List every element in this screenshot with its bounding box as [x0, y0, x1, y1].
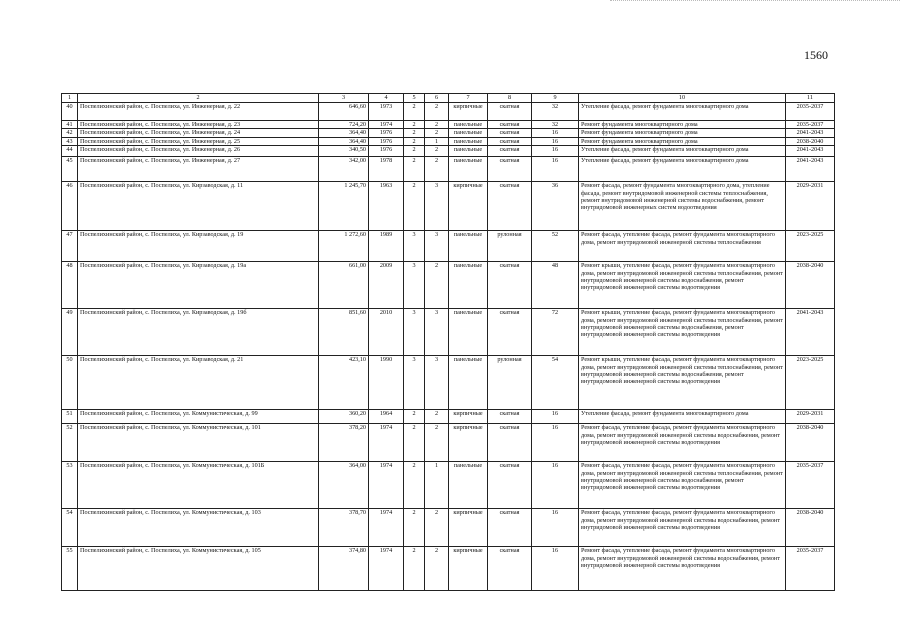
- row-number: 40: [62, 103, 78, 121]
- wall-material-cell: кирпичные: [449, 424, 488, 462]
- table-row: [62, 137, 835, 145]
- entrances-cell: 2: [425, 410, 449, 424]
- planned-works-cell: Ремонт фасада, утепление фасада, ремонт фундамента многоквартирного дома, ремонт внутридомовой инженерной системы водоснабжения, ремонт внутридомовой инженерной системы водоотведения: [579, 547, 786, 591]
- period-cell: 2029-2031: [786, 182, 835, 231]
- roof-type-cell: скатная: [488, 146, 532, 157]
- wall-material-cell: панельные: [449, 121, 488, 129]
- roof-type-cell: скатная: [488, 182, 532, 231]
- residents-cell: 72: [532, 309, 579, 356]
- column-number: 6: [425, 94, 449, 103]
- area-cell: 1 245,70: [319, 182, 369, 231]
- year-cell: 1976: [369, 137, 404, 145]
- area-cell: 646,60: [319, 103, 369, 121]
- address-cell: Поспелихинский район, с. Поспелиха, ул. Коммунистическая, д. 101: [78, 424, 319, 462]
- row-number: 43: [62, 137, 78, 145]
- address-cell: Поспелихинский район, с. Поспелиха, ул. Кирзаводская, д. 11: [78, 182, 319, 231]
- floors-cell: 2: [404, 462, 425, 509]
- address-cell: Поспелихинский район, с. Поспелиха, ул. Коммунистическая, д. 101Б: [78, 462, 319, 509]
- row-number: 54: [62, 509, 78, 547]
- period-cell: 2038-2040: [786, 509, 835, 547]
- period-cell: 2035-2037: [786, 462, 835, 509]
- year-cell: 1974: [369, 424, 404, 462]
- residents-cell: 16: [532, 129, 579, 137]
- period-cell: 2038-2040: [786, 137, 835, 145]
- area-cell: 340,50: [319, 146, 369, 157]
- table-row: [62, 129, 835, 137]
- area-cell: 364,40: [319, 129, 369, 137]
- entrances-cell: 2: [425, 157, 449, 182]
- table-row: [62, 410, 835, 424]
- row-number: 50: [62, 356, 78, 410]
- scan-edge-mark: [610, 0, 900, 3]
- table-row: [62, 182, 835, 231]
- area-cell: 661,00: [319, 262, 369, 309]
- row-number: 51: [62, 410, 78, 424]
- entrances-cell: 2: [425, 547, 449, 591]
- year-cell: 1974: [369, 462, 404, 509]
- floors-cell: 2: [404, 157, 425, 182]
- entrances-cell: 3: [425, 231, 449, 262]
- column-number-row: [62, 94, 835, 103]
- table-row: [62, 547, 835, 591]
- planned-works-cell: Ремонт фасада, утепление фасада, ремонт фундамента многоквартирного дома, ремонт внутридомовой инженерной системы теплоснабжения, ремонт внутридомовой инженерной системы водоснабжения, ремонт внутридомовой инженерной системы водоотведения: [579, 462, 786, 509]
- year-cell: 1978: [369, 157, 404, 182]
- column-number: 1: [62, 94, 78, 103]
- roof-type-cell: скатная: [488, 103, 532, 121]
- wall-material-cell: панельные: [449, 462, 488, 509]
- floors-cell: 3: [404, 356, 425, 410]
- floors-cell: 3: [404, 309, 425, 356]
- residents-cell: 48: [532, 262, 579, 309]
- address-cell: Поспелихинский район, с. Поспелиха, ул. Коммунистическая, д. 99: [78, 410, 319, 424]
- year-cell: 2009: [369, 262, 404, 309]
- row-number: 52: [62, 424, 78, 462]
- entrances-cell: 1: [425, 462, 449, 509]
- floors-cell: 2: [404, 509, 425, 547]
- wall-material-cell: панельные: [449, 262, 488, 309]
- planned-works-cell: Ремонт фасада, ремонт фундамента многоквартирного дома, утепление фасада, ремонт внутридомовой инженерной системы теплоснабжения, ремонт внутридомовой инженерной системы водоснабжения, ремонт внутридомовой инженерных систем водоотведения: [579, 182, 786, 231]
- row-number: 55: [62, 547, 78, 591]
- entrances-cell: 3: [425, 356, 449, 410]
- floors-cell: 2: [404, 146, 425, 157]
- year-cell: 1974: [369, 509, 404, 547]
- residents-cell: 16: [532, 509, 579, 547]
- area-cell: 364,00: [319, 462, 369, 509]
- entrances-cell: 2: [425, 424, 449, 462]
- entrances-cell: 2: [425, 121, 449, 129]
- period-cell: 2041-2043: [786, 129, 835, 137]
- area-cell: 378,20: [319, 424, 369, 462]
- entrances-cell: 2: [425, 262, 449, 309]
- period-cell: 2041-2043: [786, 157, 835, 182]
- residents-cell: 16: [532, 157, 579, 182]
- year-cell: 1974: [369, 121, 404, 129]
- year-cell: 1964: [369, 410, 404, 424]
- period-cell: 2035-2037: [786, 121, 835, 129]
- column-number: 11: [786, 94, 835, 103]
- residents-cell: 16: [532, 424, 579, 462]
- area-cell: 342,00: [319, 157, 369, 182]
- planned-works-cell: Ремонт крыши, утепление фасада, ремонт фундамента многоквартирного дома, ремонт внутридомовой инженерной системы теплоснабжения, ремонт внутридомовой инженерной системы водоснабжения, ремонт внутридомовой инженерной системы водоотведения: [579, 262, 786, 309]
- planned-works-cell: Ремонт крыши, утепление фасада, ремонт фундамента многоквартирного дома, ремонт внутридомовой инженерной системы теплоснабжения, ремонт внутридомовой инженерной системы водоснабжения, ремонт внутридомовой инженерной системы водоотведения: [579, 309, 786, 356]
- area-cell: 1 272,60: [319, 231, 369, 262]
- wall-material-cell: кирпичные: [449, 410, 488, 424]
- residents-cell: 52: [532, 231, 579, 262]
- table-row: [62, 424, 835, 462]
- wall-material-cell: панельные: [449, 137, 488, 145]
- year-cell: 1990: [369, 356, 404, 410]
- roof-type-cell: скатная: [488, 309, 532, 356]
- planned-works-cell: Ремонт фундамента многоквартирного дома: [579, 129, 786, 137]
- wall-material-cell: панельные: [449, 231, 488, 262]
- row-number: 41: [62, 121, 78, 129]
- residents-cell: 32: [532, 103, 579, 121]
- residents-cell: 16: [532, 146, 579, 157]
- table-row: [62, 103, 835, 121]
- column-number: 3: [319, 94, 369, 103]
- residents-cell: 16: [532, 137, 579, 145]
- planned-works-cell: Ремонт фасада, утепление фасада, ремонт фундамента многоквартирного дома, ремонт внутридомовой инженерной системы водоснабжения, ремонт внутридомовой инженерной системы водоотведения: [579, 509, 786, 547]
- period-cell: 2023-2025: [786, 231, 835, 262]
- column-number: 2: [78, 94, 319, 103]
- wall-material-cell: кирпичные: [449, 547, 488, 591]
- table-row: [62, 262, 835, 309]
- roof-type-cell: скатная: [488, 121, 532, 129]
- address-cell: Поспелихинский район, с. Поспелиха, ул. Коммунистическая, д. 105: [78, 547, 319, 591]
- roof-type-cell: скатная: [488, 509, 532, 547]
- floors-cell: 2: [404, 137, 425, 145]
- floors-cell: 2: [404, 182, 425, 231]
- table-row: [62, 509, 835, 547]
- area-cell: 724,20: [319, 121, 369, 129]
- year-cell: 1976: [369, 129, 404, 137]
- table-row: [62, 121, 835, 129]
- period-cell: 2029-2031: [786, 410, 835, 424]
- housing-register-table: [61, 93, 835, 591]
- row-number: 48: [62, 262, 78, 309]
- entrances-cell: 1: [425, 137, 449, 145]
- entrances-cell: 2: [425, 509, 449, 547]
- residents-cell: 32: [532, 121, 579, 129]
- residents-cell: 16: [532, 462, 579, 509]
- area-cell: 423,10: [319, 356, 369, 410]
- year-cell: 1973: [369, 103, 404, 121]
- wall-material-cell: панельные: [449, 129, 488, 137]
- planned-works-cell: Ремонт фундамента многоквартирного дома: [579, 121, 786, 129]
- planned-works-cell: Ремонт фасада, утепление фасада, ремонт фундамента многоквартирного дома, ремонт внутридомовой инженерной системы теплоснабжения: [579, 231, 786, 262]
- column-number: 7: [449, 94, 488, 103]
- address-cell: Поспелихинский район, с. Поспелиха, ул. Кирзаводская, д. 19а: [78, 262, 319, 309]
- area-cell: 360,20: [319, 410, 369, 424]
- residents-cell: 36: [532, 182, 579, 231]
- page-number: 1560: [804, 48, 828, 62]
- table-row: [62, 462, 835, 509]
- wall-material-cell: кирпичные: [449, 509, 488, 547]
- table-row: [62, 231, 835, 262]
- period-cell: 2023-2025: [786, 356, 835, 410]
- floors-cell: 2: [404, 424, 425, 462]
- roof-type-cell: скатная: [488, 410, 532, 424]
- row-number: 45: [62, 157, 78, 182]
- address-cell: Поспелихинский район, с. Поспелиха, ул. Инженерная, д. 24: [78, 129, 319, 137]
- table-row: [62, 146, 835, 157]
- column-number: 4: [369, 94, 404, 103]
- entrances-cell: 3: [425, 309, 449, 356]
- entrances-cell: 3: [425, 182, 449, 231]
- column-number: 8: [488, 94, 532, 103]
- column-number: 10: [579, 94, 786, 103]
- wall-material-cell: кирпичные: [449, 103, 488, 121]
- wall-material-cell: панельные: [449, 309, 488, 356]
- roof-type-cell: скатная: [488, 129, 532, 137]
- floors-cell: 2: [404, 103, 425, 121]
- entrances-cell: 2: [425, 129, 449, 137]
- residents-cell: 16: [532, 410, 579, 424]
- period-cell: 2038-2040: [786, 262, 835, 309]
- wall-material-cell: панельные: [449, 356, 488, 410]
- year-cell: 1974: [369, 547, 404, 591]
- planned-works-cell: Утепление фасада, ремонт фундамента многоквартирного дома: [579, 146, 786, 157]
- year-cell: 1989: [369, 231, 404, 262]
- period-cell: 2038-2040: [786, 424, 835, 462]
- address-cell: Поспелихинский район, с. Поспелиха, ул. Инженерная, д. 22: [78, 103, 319, 121]
- column-number: 5: [404, 94, 425, 103]
- wall-material-cell: панельные: [449, 157, 488, 182]
- area-cell: 374,80: [319, 547, 369, 591]
- floors-cell: 2: [404, 121, 425, 129]
- roof-type-cell: скатная: [488, 424, 532, 462]
- row-number: 46: [62, 182, 78, 231]
- roof-type-cell: скатная: [488, 547, 532, 591]
- planned-works-cell: Утепление фасада, ремонт фундамента многоквартирного дома: [579, 157, 786, 182]
- period-cell: 2035-2037: [786, 103, 835, 121]
- address-cell: Поспелихинский район, с. Поспелиха, ул. Коммунистическая, д. 103: [78, 509, 319, 547]
- planned-works-cell: Ремонт фасада, утепление фасада, ремонт фундамента многоквартирного дома, ремонт внутридомовой инженерной системы водоснабжения, ремонт внутридомовой инженерной системы водоотведения: [579, 424, 786, 462]
- residents-cell: 16: [532, 547, 579, 591]
- roof-type-cell: скатная: [488, 157, 532, 182]
- planned-works-cell: Ремонт крыши, утепление фасада, ремонт фундамента многоквартирного дома, ремонт внутридомовой инженерной системы теплоснабжения, ремонт внутридомовой инженерной системы водоснабжения, ремонт внутридомовой инженерной системы водоотведения: [579, 356, 786, 410]
- roof-type-cell: скатная: [488, 137, 532, 145]
- row-number: 49: [62, 309, 78, 356]
- period-cell: 2041-2043: [786, 309, 835, 356]
- column-number: 9: [532, 94, 579, 103]
- year-cell: 2010: [369, 309, 404, 356]
- period-cell: 2041-2043: [786, 146, 835, 157]
- table-row: [62, 356, 835, 410]
- area-cell: 378,70: [319, 509, 369, 547]
- area-cell: 364,40: [319, 137, 369, 145]
- roof-type-cell: рулонная: [488, 231, 532, 262]
- floors-cell: 2: [404, 410, 425, 424]
- row-number: 53: [62, 462, 78, 509]
- row-number: 47: [62, 231, 78, 262]
- planned-works-cell: Утепление фасада, ремонт фундамента многоквартирного дома: [579, 410, 786, 424]
- table-row: [62, 157, 835, 182]
- address-cell: Поспелихинский район, с. Поспелиха, ул. Кирзаводская, д. 19б: [78, 309, 319, 356]
- planned-works-cell: Утепление фасада, ремонт фундамента многоквартирного дома: [579, 103, 786, 121]
- area-cell: 851,60: [319, 309, 369, 356]
- roof-type-cell: скатная: [488, 262, 532, 309]
- table-row: [62, 309, 835, 356]
- address-cell: Поспелихинский район, с. Поспелиха, ул. Кирзаводская, д. 19: [78, 231, 319, 262]
- row-number: 44: [62, 146, 78, 157]
- year-cell: 1963: [369, 182, 404, 231]
- wall-material-cell: кирпичные: [449, 182, 488, 231]
- wall-material-cell: панельные: [449, 146, 488, 157]
- floors-cell: 2: [404, 129, 425, 137]
- entrances-cell: 2: [425, 103, 449, 121]
- entrances-cell: 2: [425, 146, 449, 157]
- roof-type-cell: рулонная: [488, 356, 532, 410]
- year-cell: 1976: [369, 146, 404, 157]
- address-cell: Поспелихинский район, с. Поспелиха, ул. Инженерная, д. 26: [78, 146, 319, 157]
- floors-cell: 3: [404, 262, 425, 309]
- floors-cell: 3: [404, 231, 425, 262]
- residents-cell: 54: [532, 356, 579, 410]
- address-cell: Поспелихинский район, с. Поспелиха, ул. Инженерная, д. 25: [78, 137, 319, 145]
- period-cell: 2035-2037: [786, 547, 835, 591]
- row-number: 42: [62, 129, 78, 137]
- floors-cell: 2: [404, 547, 425, 591]
- planned-works-cell: Ремонт фундамента многоквартирного дома: [579, 137, 786, 145]
- address-cell: Поспелихинский район, с. Поспелиха, ул. Инженерная, д. 27: [78, 157, 319, 182]
- address-cell: Поспелихинский район, с. Поспелиха, ул. Инженерная, д. 23: [78, 121, 319, 129]
- address-cell: Поспелихинский район, с. Поспелиха, ул. Кирзаводская, д. 21: [78, 356, 319, 410]
- roof-type-cell: скатная: [488, 462, 532, 509]
